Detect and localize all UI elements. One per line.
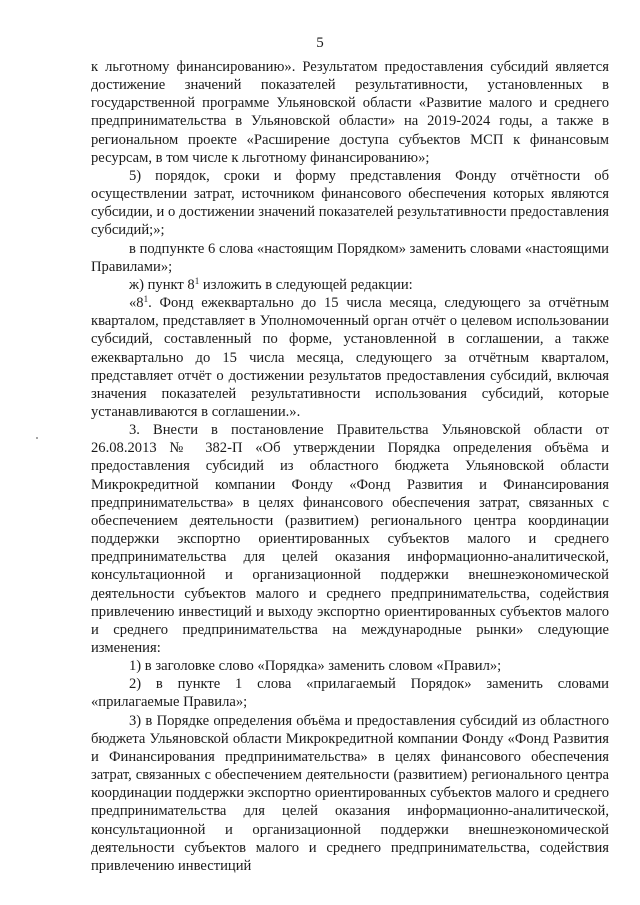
point-text: . Фонд ежеквартально до 15 числа месяца, следующего за отчётным кварталом, представляет в Уполномоченный орган отчёт о целевом использовании субсидий, составленный по форме, установленной в соглашении, а также ежеквартально до 15 числа месяца, следующего за отчётным кварталом, представляет отчёт о достижении результатов предоставления субсидий, включая значения показателей результативности использования субсидий, которые устанавливаются в соглашении.». <box>91 295 609 420</box>
paragraph-subsidy-result: к льготному финансированию». Результатом предоставления субсидий является достижение значений показателей результативности, установленных в государственной программе Ульяновской области «Развитие малого и среднего предпринимательства в Ульяновской области» на 2019-2024 годы, а также в региональном проекте «Расширение доступа субъектов МСП к финансовым ресурсам, в том числе к льготному финансированию»; <box>91 59 609 166</box>
paragraph-change-2: 2) в пункте 1 слова «прилагаемый Порядок» заменить словами «прилагаемые Правила»; <box>91 676 609 711</box>
point-prefix: «8 <box>129 295 144 312</box>
point-text: изложить в следующей редакции: <box>199 276 413 293</box>
paragraph-item-5-reporting: 5) порядок, сроки и форму представления Фонду отчётности об осуществлении затрат, источником финансового обеспечения которых являются субсидии, и о достижении значений показателей результативности предоставления субсидий;»; <box>91 167 609 239</box>
paragraph-subitem-6-replace: в подпункте 6 слова «настоящим Порядком» заменить словами «настоящими Правилами»; <box>91 240 609 275</box>
scan-speck <box>36 437 38 439</box>
paragraph-change-1: 1) в заголовке слово «Порядка» заменить словом «Правил»; <box>129 658 502 675</box>
document-body <box>91 58 609 875</box>
paragraph-point-8-1-heading <box>91 276 609 294</box>
point-prefix: ж) пункт 8 <box>129 276 195 293</box>
paragraph-point-8-1-text <box>91 294 609 421</box>
paragraph-section-3: 3. Внести в постановление Правительства Ульяновской области от 26.08.2013 № 382-П «Об утверждении Порядка определения объёма и предоставления субсидий из областного бюджета Ульяновской области Микрокредитной компании Фонду «Фонд Развития и Финансирования предпринимательства» в целях финансового обеспечения затрат, связанных с обеспечением деятельности (развитием) регионального центра координации поддержки экспортно ориентированных субъектов малого и среднего предпринимательства для целей оказания информационно-аналитической, консультационной и организационной поддержки внешнеэкономической деятельности субъектов малого и среднего предпринимательства, содействия привлечению инвестиций и выходу экспортно ориентированных субъектов малого и среднего предпринимательства на международные рынки» следующие изменения: <box>91 422 609 656</box>
paragraph-change-3: 3) в Порядке определения объёма и предоставления субсидий из областного бюджета Ульяновской области Микрокредитной компании Фонду «Фонд Развития и Финансирования предпринимательства» в целях финансового обеспечения затрат, связанных с обеспечением деятельности (развитием) регионального центра координации поддержки экспортно ориентированных субъектов малого и среднего предпринимательства для целей оказания информационно-аналитической, консультационной и организационной поддержки внешнеэкономической деятельности субъектов малого и среднего предпринимательства, содействия привлечению инвестиций <box>91 712 609 874</box>
superscript: 1 <box>143 294 149 305</box>
superscript: 1 <box>194 275 200 286</box>
page-number: 5 <box>316 35 324 51</box>
